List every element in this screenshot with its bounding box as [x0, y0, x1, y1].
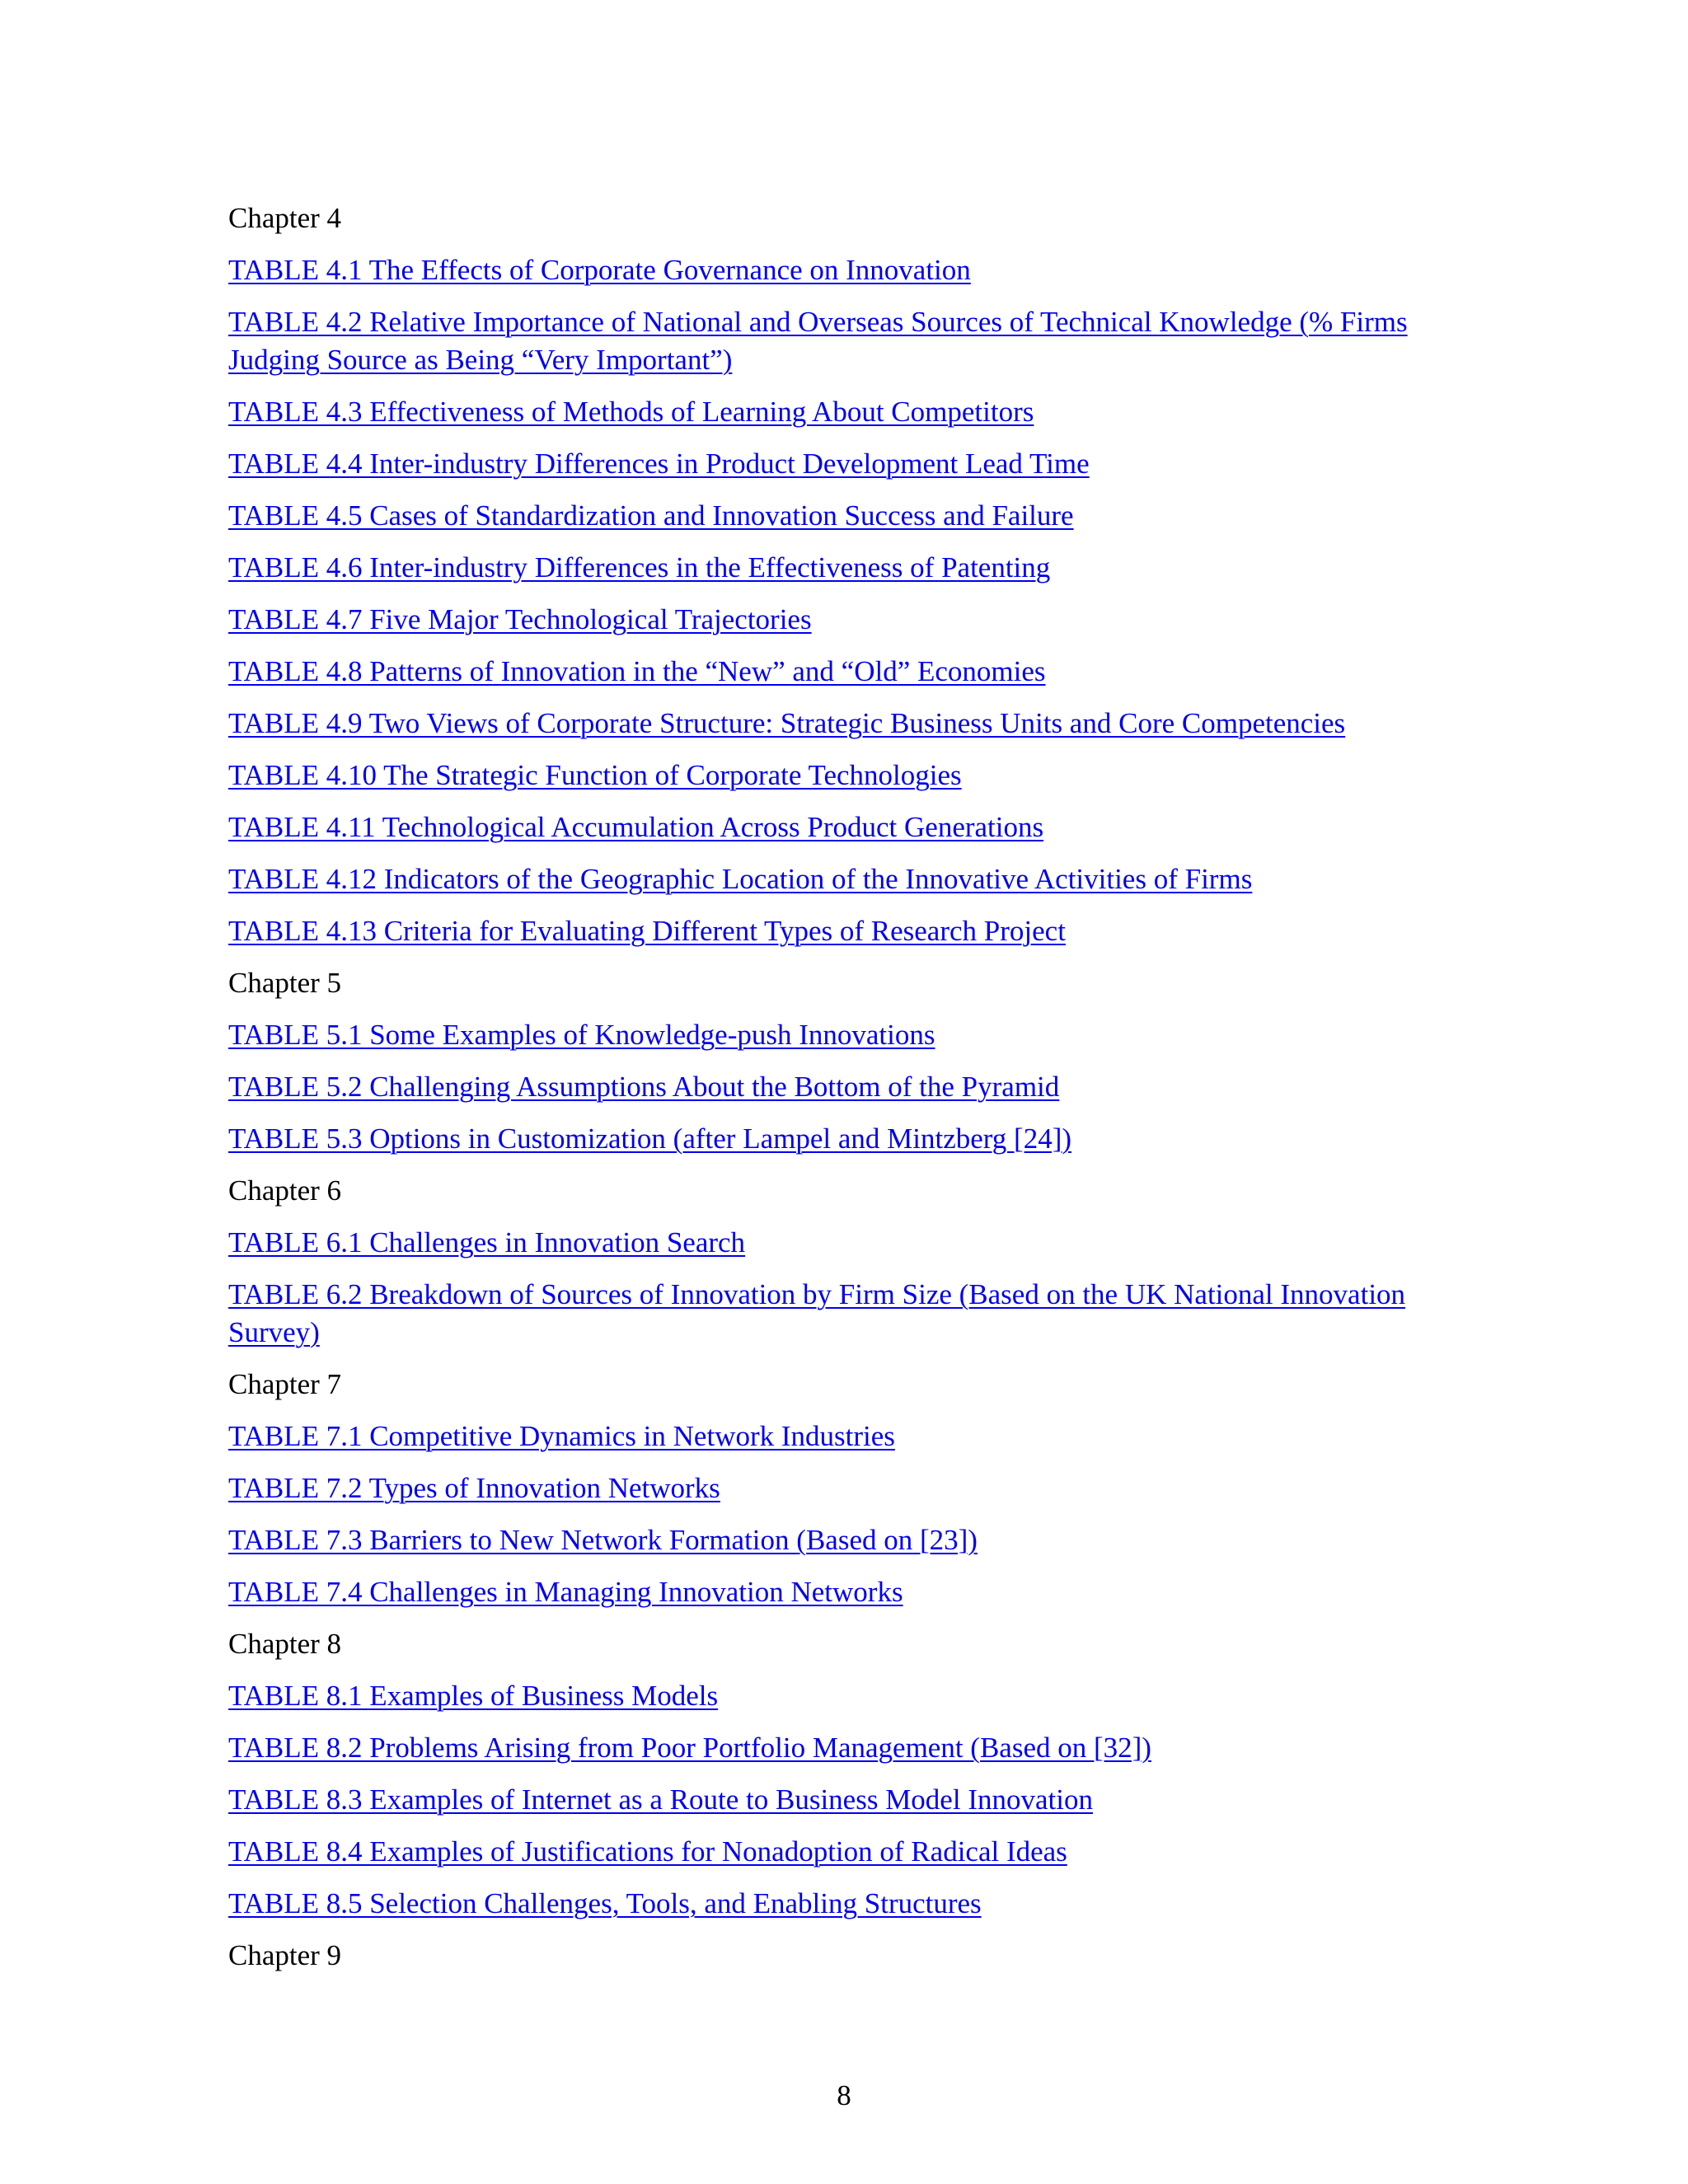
table-link[interactable]: TABLE 4.13 Criteria for Evaluating Different Types of Research Project	[228, 915, 1066, 947]
table-link[interactable]: TABLE 4.6 Inter-industry Differences in the Effectiveness of Patenting	[228, 551, 1051, 583]
table-link[interactable]: TABLE 8.2 Problems Arising from Poor Portfolio Management (Based on [32])	[228, 1732, 1151, 1764]
toc-entry	[228, 653, 1465, 691]
toc-entry	[228, 808, 1465, 846]
table-link[interactable]: TABLE 4.10 The Strategic Function of Corporate Technologies	[228, 759, 962, 791]
chapter-heading: Chapter 5	[228, 967, 342, 999]
table-link[interactable]: TABLE 7.2 Types of Innovation Networks	[228, 1472, 720, 1504]
chapter-heading: Chapter 4	[228, 202, 342, 234]
toc-entry	[228, 1224, 1465, 1262]
toc-entry	[228, 1068, 1465, 1106]
toc-entry	[228, 1418, 1465, 1455]
page-number: 8	[837, 2079, 851, 2111]
table-link[interactable]: TABLE 7.3 Barriers to New Network Formation (Based on [23])	[228, 1524, 978, 1556]
table-link[interactable]: TABLE 4.11 Technological Accumulation Across Product Generations	[228, 811, 1044, 843]
table-link[interactable]: TABLE 8.3 Examples of Internet as a Route to Business Model Innovation	[228, 1783, 1093, 1816]
toc-entry	[228, 757, 1465, 794]
chapter-heading: Chapter 7	[228, 1368, 342, 1400]
list-of-tables	[228, 199, 1465, 1989]
toc-entry	[228, 1521, 1465, 1559]
toc-entry	[228, 601, 1465, 639]
table-link[interactable]: TABLE 7.4 Challenges in Managing Innovation Networks	[228, 1576, 903, 1608]
table-link[interactable]: TABLE 6.1 Challenges in Innovation Search	[228, 1226, 746, 1258]
table-link[interactable]: TABLE 8.4 Examples of Justifications for Nonadoption of Radical Ideas	[228, 1835, 1067, 1868]
chapter-heading: Chapter 8	[228, 1628, 342, 1660]
table-link[interactable]: TABLE 4.4 Inter-industry Differences in Product Development Lead Time	[228, 448, 1090, 480]
table-link[interactable]: TABLE 4.9 Two Views of Corporate Structure: Strategic Business Units and Core Competencies	[228, 707, 1346, 739]
table-link[interactable]: TABLE 4.3 Effectiveness of Methods of Learning About Competitors	[228, 396, 1034, 428]
table-link[interactable]: TABLE 4.7 Five Major Technological Trajectories	[228, 603, 812, 635]
toc-entry	[228, 497, 1465, 535]
toc-entry	[228, 1729, 1465, 1767]
toc-entry	[228, 860, 1465, 898]
toc-entry	[228, 393, 1465, 431]
toc-entry	[228, 1469, 1465, 1507]
table-link[interactable]: TABLE 4.5 Cases of Standardization and Innovation Success and Failure	[228, 499, 1074, 532]
toc-entry	[228, 1276, 1465, 1352]
toc-entry	[228, 1885, 1465, 1923]
toc-entry	[228, 705, 1465, 743]
table-link[interactable]: TABLE 5.2 Challenging Assumptions About the Bottom of the Pyramid	[228, 1071, 1060, 1103]
toc-entry	[228, 303, 1465, 379]
table-link[interactable]: TABLE 5.1 Some Examples of Knowledge-push Innovations	[228, 1019, 935, 1051]
table-link[interactable]: TABLE 8.5 Selection Challenges, Tools, and Enabling Structures	[228, 1887, 982, 1919]
table-link[interactable]: TABLE 4.1 The Effects of Corporate Governance on Innovation	[228, 254, 971, 286]
toc-entry	[228, 1781, 1465, 1819]
toc-entry	[228, 1677, 1465, 1715]
toc-entry	[228, 1120, 1465, 1158]
toc-entry	[228, 1573, 1465, 1611]
table-link[interactable]: TABLE 4.12 Indicators of the Geographic Location of the Innovative Activities of Firms	[228, 863, 1253, 895]
toc-entry	[228, 1016, 1465, 1054]
toc-entry	[228, 549, 1465, 587]
table-link[interactable]: TABLE 8.1 Examples of Business Models	[228, 1680, 719, 1712]
toc-entry	[228, 912, 1465, 950]
toc-entry	[228, 445, 1465, 483]
chapter-heading: Chapter 6	[228, 1174, 342, 1207]
chapter-heading: Chapter 9	[228, 1939, 342, 1971]
table-link[interactable]: TABLE 4.8 Patterns of Innovation in the “New” and “Old” Economies	[228, 655, 1046, 687]
table-link[interactable]: TABLE 4.2 Relative Importance of National and Overseas Sources of Technical Knowledge (% Firms Judging Source as Being “Very Important”)	[228, 306, 1408, 376]
table-link[interactable]: TABLE 5.3 Options in Customization (after Lampel and Mintzberg [24])	[228, 1122, 1071, 1155]
table-link[interactable]: TABLE 6.2 Breakdown of Sources of Innovation by Firm Size (Based on the UK National Innovation Survey)	[228, 1278, 1406, 1348]
toc-entry	[228, 251, 1465, 289]
table-link[interactable]: TABLE 7.1 Competitive Dynamics in Network Industries	[228, 1420, 895, 1452]
toc-entry	[228, 1833, 1465, 1871]
